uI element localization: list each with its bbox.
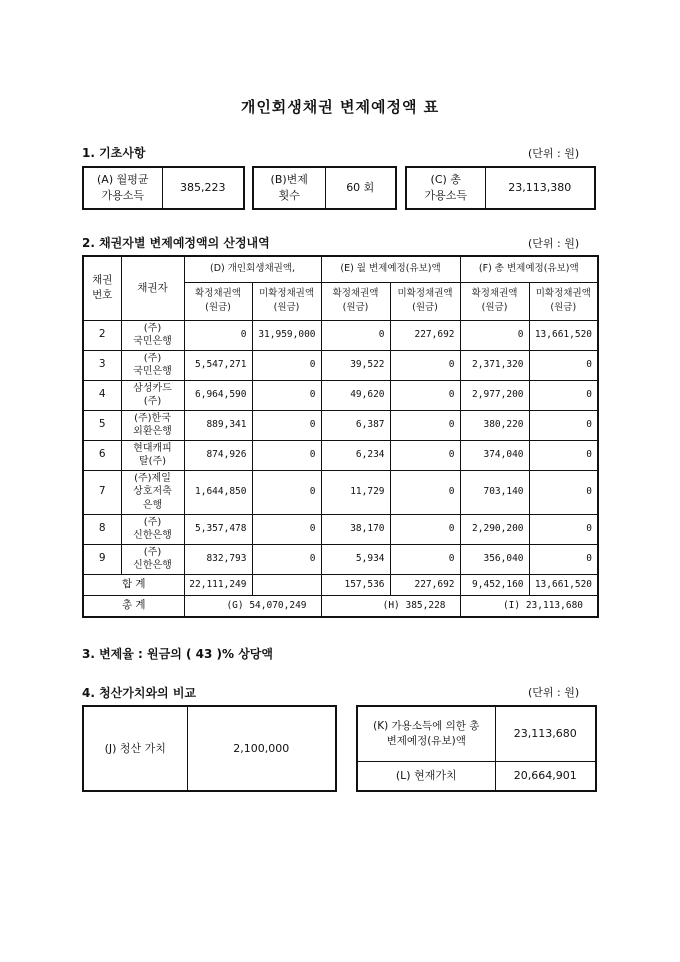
row-d1: 832,793 <box>184 544 252 574</box>
box-k-label: (K) 가용소득에 의한 총 변제예정(유보)액 <box>357 706 495 761</box>
row-f2: 0 <box>529 470 598 514</box>
row-e2: 0 <box>390 410 460 440</box>
section-1-unit: (단위 : 원) <box>528 147 580 160</box>
sum-f1: 9,452,160 <box>460 574 529 595</box>
box-b-value: 60 회 <box>325 167 396 209</box>
sum-f2: 13,661,520 <box>529 574 598 595</box>
section-2-heading: 2. 채권자별 변제예정액의 산정내역 <box>82 236 270 250</box>
sum-e1: 157,536 <box>321 574 390 595</box>
box-a <box>82 166 245 210</box>
row-d2: 31,959,000 <box>252 320 321 350</box>
row-creditor: (주) 국민은행 <box>121 320 184 350</box>
row-f1: 380,220 <box>460 410 529 440</box>
row-e1: 0 <box>321 320 390 350</box>
table-row <box>83 470 598 514</box>
box-j-label: (J) 청산 가치 <box>83 706 187 791</box>
table-row <box>83 514 598 544</box>
box-c <box>405 166 596 210</box>
row-creditor: (주) 신한은행 <box>121 514 184 544</box>
sum-d1: 22,111,249 <box>184 574 252 595</box>
header-d: (D) 개인회생채권액, <box>184 256 321 282</box>
row-e2: 0 <box>390 544 460 574</box>
row-creditor: (주)한국 외환은행 <box>121 410 184 440</box>
row-e2: 0 <box>390 514 460 544</box>
box-a-label: (A) 월평균 가용소득 <box>83 167 162 209</box>
row-e2: 0 <box>390 350 460 380</box>
box-c-value: 23,113,380 <box>485 167 595 209</box>
row-f2: 0 <box>529 514 598 544</box>
row-f1: 2,290,200 <box>460 514 529 544</box>
header-e-unconfirmed: 미확정채권액 (원금) <box>390 282 460 320</box>
header-d-confirmed: 확정채권액 (원금) <box>184 282 252 320</box>
row-f1: 2,371,320 <box>460 350 529 380</box>
sum-d2 <box>252 574 321 595</box>
header-f-unconfirmed: 미확정채권액 (원금) <box>529 282 598 320</box>
page-title: 개인회생채권 변제예정액 표 <box>240 98 440 116</box>
row-no: 2 <box>83 320 121 350</box>
sum-e2: 227,692 <box>390 574 460 595</box>
row-e1: 6,234 <box>321 440 390 470</box>
row-f2: 0 <box>529 440 598 470</box>
table-row <box>83 380 598 410</box>
box-l-label: (L) 현재가치 <box>357 761 495 791</box>
table-row <box>83 350 598 380</box>
total-h: (H) 385,228 <box>321 595 460 617</box>
row-creditor: (주)제일 상호저축 은행 <box>121 470 184 514</box>
row-f2: 0 <box>529 380 598 410</box>
row-f2: 0 <box>529 544 598 574</box>
row-d2: 0 <box>252 410 321 440</box>
box-k-value: 23,113,680 <box>495 706 596 761</box>
header-f: (F) 총 변제예정(유보)액 <box>460 256 598 282</box>
header-e-confirmed: 확정채권액 (원금) <box>321 282 390 320</box>
header-e: (E) 월 변제예정(유보)액 <box>321 256 460 282</box>
total-label: 총 계 <box>83 595 184 617</box>
row-d2: 0 <box>252 514 321 544</box>
row-no: 8 <box>83 514 121 544</box>
row-f2: 13,661,520 <box>529 320 598 350</box>
row-e1: 49,620 <box>321 380 390 410</box>
row-no: 7 <box>83 470 121 514</box>
row-e1: 6,387 <box>321 410 390 440</box>
section-2-unit: (단위 : 원) <box>528 237 580 250</box>
box-j <box>82 705 337 792</box>
table-row <box>83 544 598 574</box>
row-f1: 703,140 <box>460 470 529 514</box>
row-creditor: (주) 국민은행 <box>121 350 184 380</box>
row-d2: 0 <box>252 380 321 410</box>
box-j-value: 2,100,000 <box>187 706 336 791</box>
row-d2: 0 <box>252 350 321 380</box>
creditor-table <box>82 255 599 618</box>
row-d2: 0 <box>252 440 321 470</box>
box-l-value: 20,664,901 <box>495 761 596 791</box>
row-d1: 0 <box>184 320 252 350</box>
row-f2: 0 <box>529 410 598 440</box>
box-c-label: (C) 총 가용소득 <box>406 167 485 209</box>
row-no: 5 <box>83 410 121 440</box>
row-e1: 39,522 <box>321 350 390 380</box>
row-e2: 227,692 <box>390 320 460 350</box>
box-b <box>252 166 397 210</box>
row-no: 3 <box>83 350 121 380</box>
row-f1: 0 <box>460 320 529 350</box>
section-1-heading: 1. 기초사항 <box>82 146 146 160</box>
row-e2: 0 <box>390 440 460 470</box>
row-no: 4 <box>83 380 121 410</box>
row-d2: 0 <box>252 470 321 514</box>
header-d-unconfirmed: 미확정채권액 (원금) <box>252 282 321 320</box>
row-f1: 356,040 <box>460 544 529 574</box>
row-creditor: 현대캐피 탈(주) <box>121 440 184 470</box>
row-e2: 0 <box>390 470 460 514</box>
row-e2: 0 <box>390 380 460 410</box>
table-row <box>83 440 598 470</box>
row-f2: 0 <box>529 350 598 380</box>
row-no: 9 <box>83 544 121 574</box>
header-creditor: 채권자 <box>121 256 184 320</box>
total-g: (G) 54,070,249 <box>184 595 321 617</box>
section-3-heading: 3. 변제율 : 원금의 ( 43 )% 상당액 <box>82 647 273 661</box>
row-e1: 5,934 <box>321 544 390 574</box>
header-no: 채권 번호 <box>83 256 121 320</box>
total-i: (I) 23,113,680 <box>460 595 598 617</box>
box-b-label: (B)변제 횟수 <box>253 167 325 209</box>
table-row <box>83 410 598 440</box>
row-d1: 5,547,271 <box>184 350 252 380</box>
section-4-unit: (단위 : 원) <box>528 686 580 699</box>
section-4-heading: 4. 청산가치와의 비교 <box>82 686 197 700</box>
table-row <box>83 320 598 350</box>
row-d2: 0 <box>252 544 321 574</box>
row-d1: 889,341 <box>184 410 252 440</box>
row-d1: 874,926 <box>184 440 252 470</box>
row-f1: 374,040 <box>460 440 529 470</box>
row-creditor: (주) 신한은행 <box>121 544 184 574</box>
box-a-value: 385,223 <box>162 167 244 209</box>
box-kl <box>356 705 597 792</box>
row-e1: 38,170 <box>321 514 390 544</box>
row-no: 6 <box>83 440 121 470</box>
row-d1: 1,644,850 <box>184 470 252 514</box>
header-f-confirmed: 확정채권액 (원금) <box>460 282 529 320</box>
row-f1: 2,977,200 <box>460 380 529 410</box>
row-d1: 5,357,478 <box>184 514 252 544</box>
row-e1: 11,729 <box>321 470 390 514</box>
sum-label: 합 계 <box>83 574 184 595</box>
row-creditor: 삼성카드 (주) <box>121 380 184 410</box>
row-d1: 6,964,590 <box>184 380 252 410</box>
